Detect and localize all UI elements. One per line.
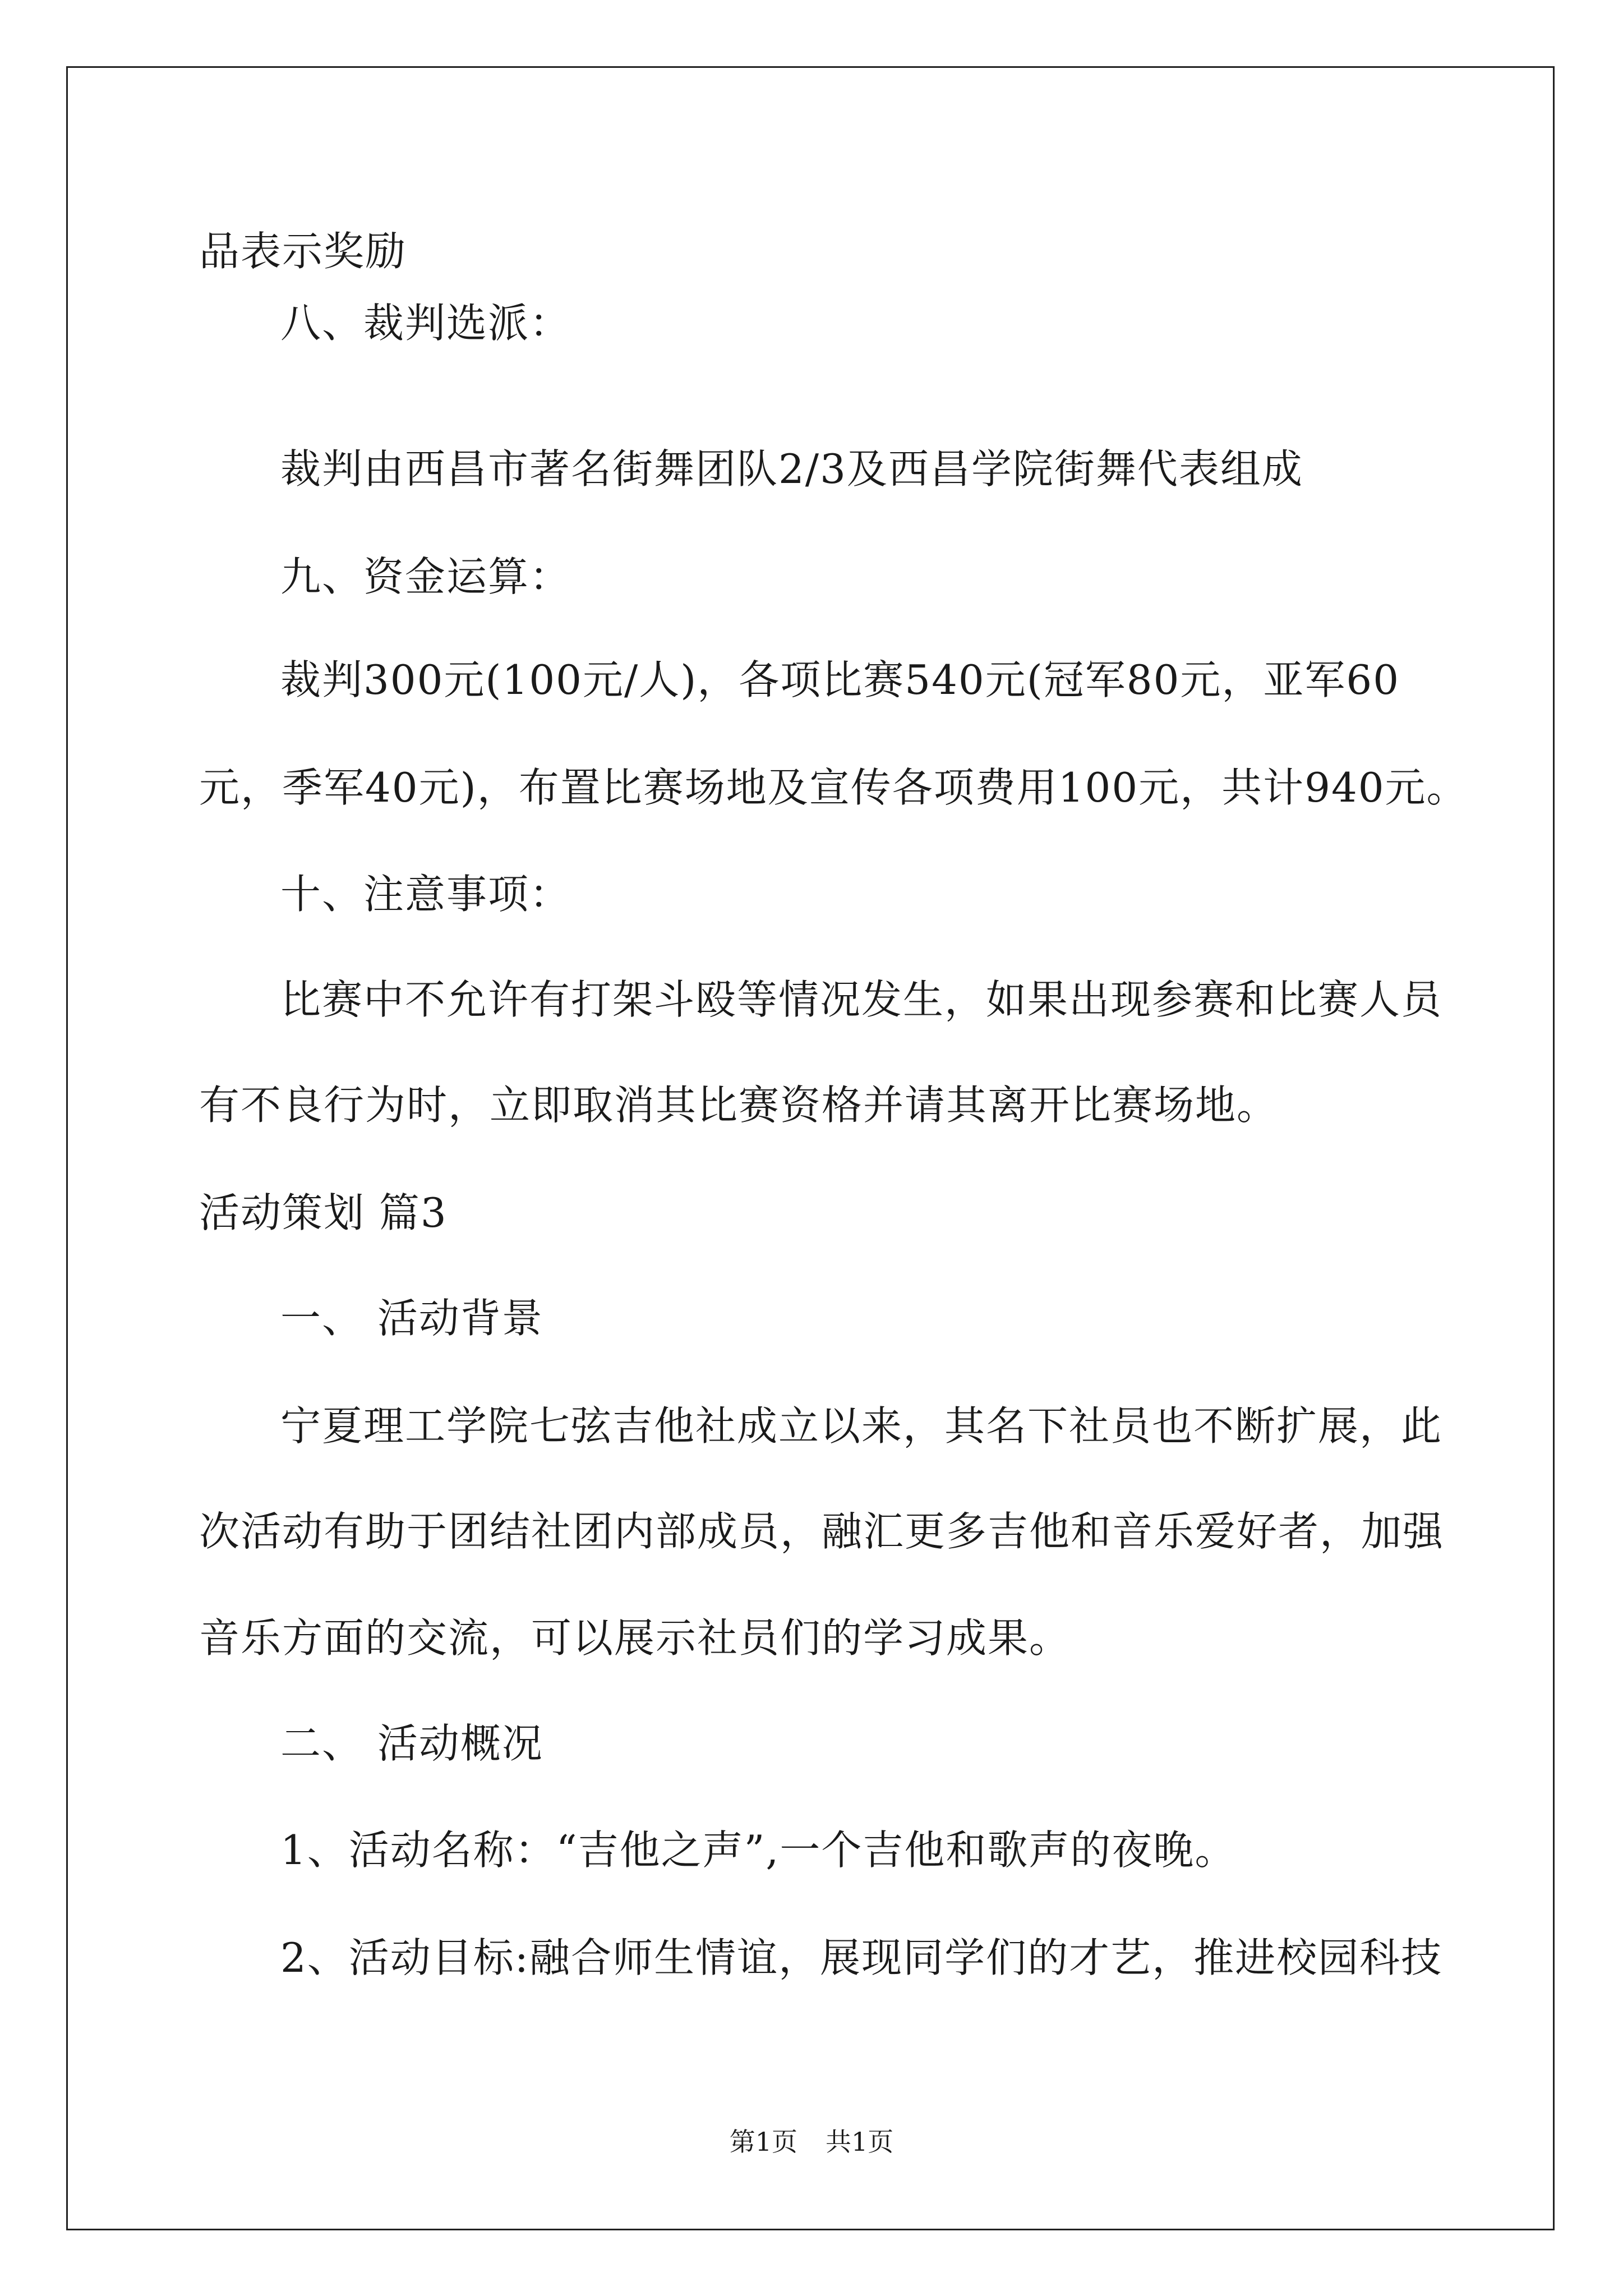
text-line-8: 比赛中不允许有打架斗殴等情况发生，如果出现参赛和比赛人员 (280, 976, 1443, 1023)
text-line-6: 元，季军40元)，布置比赛场地及宣传各项费用100元，共计940元。 (199, 764, 1468, 811)
section-heading-9: 九、资金运算： (280, 553, 571, 600)
section-heading-8: 八、裁判选派： (280, 300, 571, 347)
text-line-12: 宁夏理工学院七弦吉他社成立以来，其名下社员也不断扩展，此 (280, 1402, 1443, 1450)
page-total: 共1页 (826, 2127, 894, 2157)
text-line-1: 品表示奖励 (199, 228, 407, 275)
section-heading-2: 二、 活动概况 (280, 1720, 543, 1767)
page-number: 第1页 (729, 2127, 797, 2157)
section-heading-10: 十、注意事项： (280, 871, 571, 918)
text-line-5: 裁判300元(100元/人)，各项比赛540元(冠军80元，亚军60 (280, 656, 1400, 703)
page-border (66, 66, 1555, 2230)
text-line-13: 次活动有助于团结社团内部成员，融汇更多吉他和音乐爱好者，加强 (199, 1508, 1445, 1555)
chapter-title: 活动策划 篇3 (199, 1189, 448, 1236)
text-line-9: 有不良行为时，立即取消其比赛资格并请其离开比赛场地。 (199, 1082, 1279, 1129)
page-footer (0, 2129, 1623, 2155)
text-line-17: 2、活动目标:融合师生情谊，展现同学们的才艺，推进校园科技 (280, 1934, 1443, 1981)
text-line-3: 裁判由西昌市著名街舞团队2/3及西昌学院街舞代表组成 (280, 445, 1303, 493)
section-heading-1: 一、 活动背景 (280, 1295, 543, 1342)
text-line-14: 音乐方面的交流，可以展示社员们的学习成果。 (199, 1614, 1071, 1662)
text-line-16: 1、活动名称：“吉他之声”,一个吉他和歌声的夜晚。 (280, 1826, 1237, 1874)
